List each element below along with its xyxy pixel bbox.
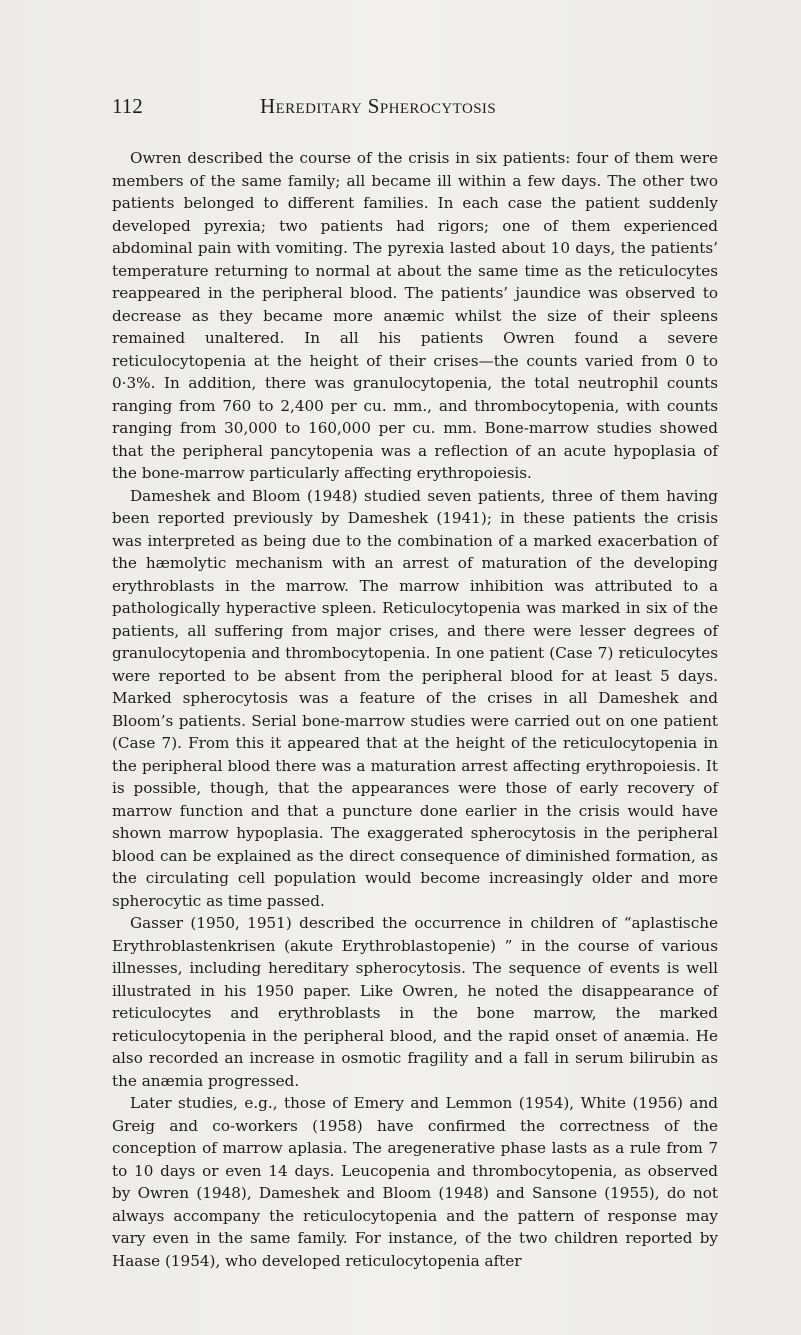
body-text — [112, 147, 718, 1272]
paragraph-gasser: Gasser (1950, 1951) described the occurrence in children of “aplastische Erythroblastenkrisen (akute Erythroblastopenie) ” in the course of various illnesses, including hereditary spherocytosis. The sequence of events is well illustrated in his 1950 paper. Like Owren, he noted the disappearance of reticulocytes and erythroblasts in the bone marrow, the marked reticulocytopenia in the peripheral blood, and the rapid onset of anæmia. He also recorded an increase in osmotic fragility and a fall in serum bilirubin as the anæmia progressed. — [112, 914, 718, 1090]
paragraph-dameshek-bloom: Dameshek and Bloom (1948) studied seven patients, three of them having been reported previously by Dameshek (1941); in these patients the crisis was interpreted as being due to the combination of a marked exacerbation of the hæmolytic mechanism with an arrest of maturation of the developing erythroblasts in the marrow. The marrow inhibition was attributed to a pathologically hyperactive spleen. Reticulocytopenia was marked in six of the patients, all suffering from major crises, and there were lesser degrees of granulocytopenia and thrombocytopenia. In one patient (Case 7) reticulocytes were reported to be absent from the peripheral blood for at least 5 days. Marked spherocytosis was a feature of the crises in all Dameshek and Bloom’s patients. Serial bone-marrow studies were carried out on one patient (Case 7). From this it appeared that at the height of the reticulocytopenia in the peripheral blood there was a maturation arrest affecting erythropoiesis. It is possible, though, that the appearances were those of early recovery of marrow function and that a puncture done earlier in the crisis would have shown marrow hypoplasia. The exaggerated spherocytosis in the peripheral blood can be explained as the direct consequence of diminished formation, as the circulating cell population would become increasingly older and more spherocytic as time passed. — [112, 486, 718, 910]
running-title: Hereditary Spherocytosis — [260, 94, 497, 118]
paragraph-owren: Owren described the course of the crisis in six patients: four of them were members of the same family; all became ill within a few days. The other two patients belonged to different families. In each case the patient suddenly developed pyrexia; two patients had rigors; one of them experienced abdominal pain with vomiting. The pyrexia lasted about 10 days, the patients’ temperature returning to normal at about the same time as the reticulocytes reappeared in the peripheral blood. The patients’ jaundice was observed to decrease as they became more anæmic whilst the size of their spleens remained unaltered. In all his patients Owren found a severe reticulocytopenia at the height of their crises—the counts varied from 0 to 0·3%. In addition, there was granulocytopenia, the total neutrophil counts ranging from 760 to 2,400 per cu. mm., and thrombocytopenia, with counts ranging from 30,000 to 160,000 per cu. mm. Bone-marrow studies showed that the peripheral pancytopenia was a reflection of an acute hypoplasia of the bone-marrow particularly affecting erythropoiesis. — [112, 149, 718, 482]
paragraph-later-studies: Later studies, e.g., those of Emery and Lemmon (1954), White (1956) and Greig and co-workers (1958) have confirmed the correctness of the conception of marrow aplasia. The aregenerative phase lasts as a rule from 7 to 10 days or even 14 days. Leucopenia and thrombocytopenia, as observed by Owren (1948), Dameshek and Bloom (1948) and Sansone (1955), do not always accompany the reticulocytopenia and the pattern of response may vary even in the same family. For instance, of the two children reported by Haase (1954), who developed reticulocytopenia after — [112, 1094, 718, 1270]
page-number: 112 — [112, 94, 143, 118]
running-head — [112, 94, 732, 119]
